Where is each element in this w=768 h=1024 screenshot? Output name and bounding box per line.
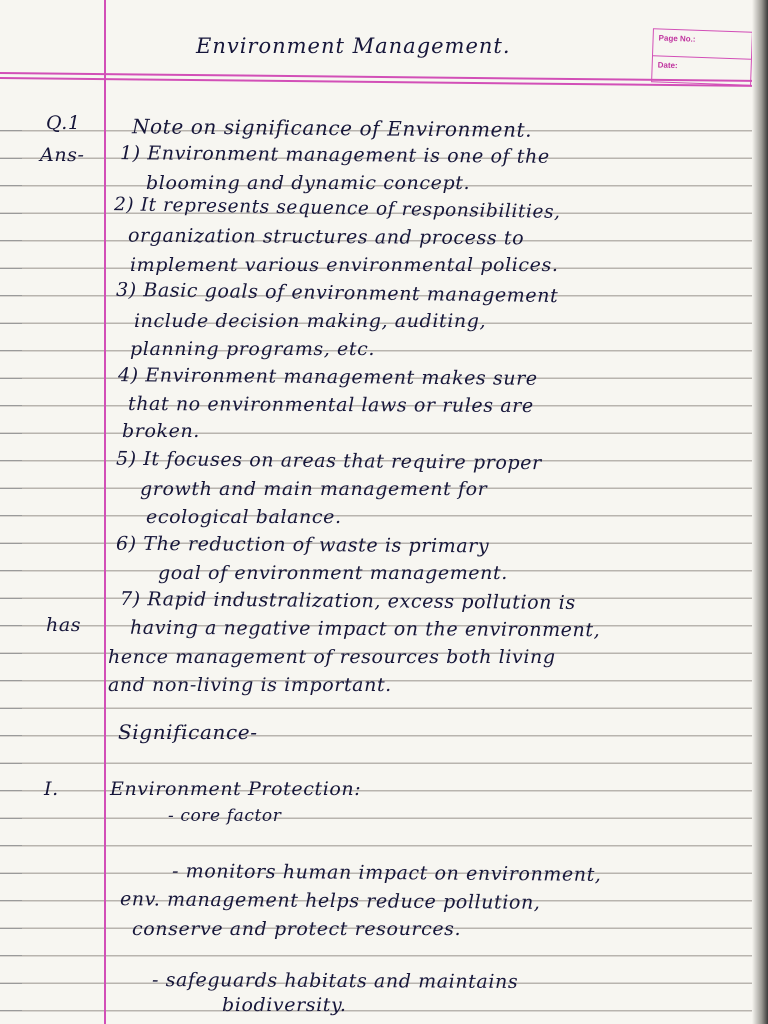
- note-line: growth and main management for: [140, 478, 488, 500]
- binding-mark: [0, 983, 22, 984]
- binding-mark: [0, 1010, 22, 1011]
- binding-mark: [0, 790, 22, 791]
- binding-mark: [0, 735, 22, 736]
- binding-mark: [0, 378, 22, 379]
- note-line: organization structures and process to: [127, 224, 525, 250]
- binding-mark: [0, 185, 22, 186]
- page-no-label: Page No.:: [658, 33, 696, 44]
- section-line: - monitors human impact on environment,: [171, 860, 602, 886]
- binding-mark: [0, 488, 22, 489]
- note-line: 2) It represents sequence of responsibilities,: [113, 194, 561, 223]
- page-number-box: [651, 28, 753, 85]
- note-line: and non-living is important.: [108, 674, 392, 696]
- note-line: planning programs, etc.: [130, 338, 376, 360]
- binding-mark: [0, 900, 22, 901]
- margin-line: [104, 0, 106, 1024]
- binding-mark: [0, 680, 22, 681]
- binding-mark: [0, 708, 22, 709]
- answer-label: Ans-: [40, 144, 85, 166]
- note-line: 5) It focuses on areas that require proper: [115, 447, 542, 475]
- binding-mark: [0, 873, 22, 874]
- page-title: Environment Management.: [196, 34, 511, 58]
- note-line: 4) Environment management makes sure: [117, 364, 538, 390]
- significance-heading: Significance-: [118, 720, 258, 744]
- binding-mark: [0, 818, 22, 819]
- note-line: 7) Rapid industralization, excess pollution is: [119, 588, 576, 614]
- binding-mark: [0, 543, 22, 544]
- binding-mark: [0, 763, 22, 764]
- section-number: I.: [44, 778, 59, 800]
- binding-mark: [0, 460, 22, 461]
- page-edge-shadow: [752, 0, 768, 1024]
- binding-mark: [0, 928, 22, 929]
- binding-mark: [0, 433, 22, 434]
- section-title: Environment Protection:: [110, 778, 362, 800]
- note-line: that no environmental laws or rules are: [127, 392, 534, 418]
- section-line: - safeguards habitats and maintains: [151, 969, 519, 993]
- note-line: having a negative impact on the environment,: [129, 616, 601, 642]
- note-line: goal of environment management.: [158, 562, 508, 584]
- binding-mark: [0, 240, 22, 241]
- binding-mark: [0, 213, 22, 214]
- note-line: include decision making, auditing,: [134, 310, 487, 332]
- question-label: Q.1: [46, 112, 81, 134]
- note-line: 3) Basic goals of environment management: [115, 278, 559, 308]
- note-line: 6) The reduction of waste is primary: [115, 532, 490, 558]
- section-line: conserve and protect resources.: [132, 918, 462, 940]
- binding-mark: [0, 653, 22, 654]
- question-text: Note on significance of Environment.: [131, 114, 533, 142]
- section-line: biodiversity.: [222, 994, 347, 1016]
- binding-mark: [0, 158, 22, 159]
- binding-mark: [0, 570, 22, 571]
- binding-mark: [0, 323, 22, 324]
- date-label: Date:: [652, 55, 751, 84]
- binding-mark: [0, 268, 22, 269]
- binding-mark: [0, 598, 22, 599]
- binding-mark: [0, 625, 22, 626]
- binding-mark: [0, 515, 22, 516]
- binding-mark: [0, 350, 22, 351]
- binding-mark: [0, 955, 22, 956]
- binding-mark: [0, 405, 22, 406]
- binding-mark: [0, 295, 22, 296]
- section-line: env. management helps reduce pollution,: [119, 888, 541, 914]
- note-line: implement various environmental polices.: [130, 254, 559, 276]
- insertion-word: has: [46, 614, 82, 636]
- note-line: blooming and dynamic concept.: [146, 172, 471, 194]
- note-line: broken.: [122, 420, 200, 442]
- section-line: - core factor: [168, 806, 282, 826]
- note-line: ecological balance.: [146, 506, 342, 528]
- binding-mark: [0, 130, 22, 131]
- binding-mark: [0, 845, 22, 846]
- note-line: hence management of resources both living: [108, 646, 556, 668]
- note-line: 1) Environment management is one of the: [119, 142, 550, 168]
